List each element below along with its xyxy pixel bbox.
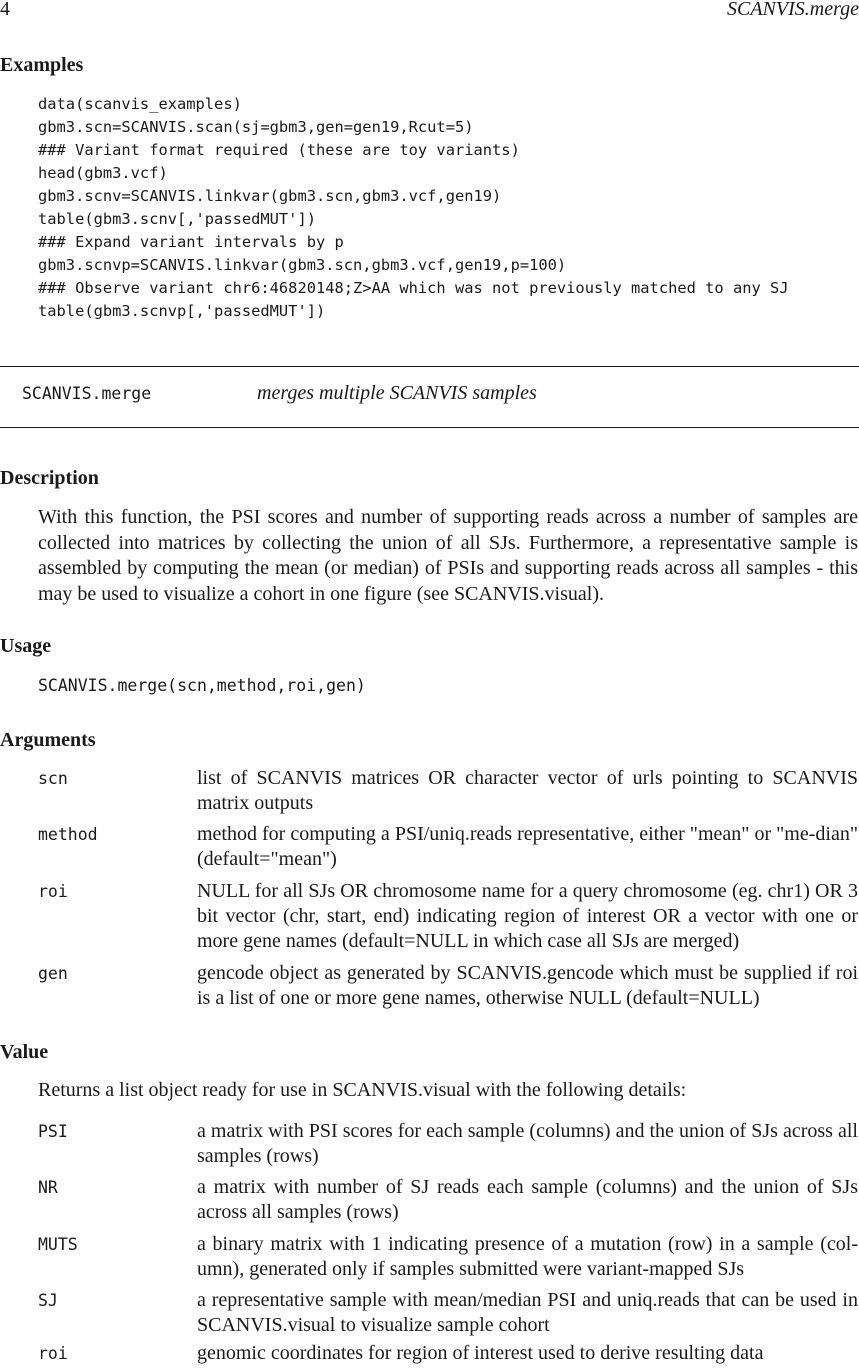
examples-code-block: data(scanvis_examples) gbm3.scn=SCANVIS.scan(sj=gbm3,gen=gen19,Rcut=5) ### Variant format required (these are toy variants) head(gbm3.vcf) gbm3.scnv=SCANVIS.linkvar(gbm3.scn,gbm3.vcf,gen19) table(gbm3.scnv[,'passedMUT']) ### Expand variant intervals by p gbm3.scnvp=SCANVIS.linkvar(gbm3.scn,gbm3.vcf,gen19,p=100) ### Observe variant chr6:46820148;Z>AA which was not previously matched to any SJ table(gbm3.scnvp[,'passedMUT']) — [38, 95, 789, 320]
description-heading: Description — [0, 467, 99, 489]
value-name: SJ — [38, 1291, 58, 1310]
argument-name: roi — [38, 882, 68, 901]
value-description: a matrix with number of SJ reads each sample (columns) and the union of SJs across all samples (rows) — [197, 1176, 858, 1223]
value-name: PSI — [38, 1122, 68, 1141]
argument-name: scn — [38, 769, 68, 788]
argument-description: gencode object as generated by SCANVIS.gencode which must be supplied if roi is a list of one or more gene names, otherwise NULL (default=NULL) — [197, 962, 858, 1009]
argument-description: method for computing a PSI/uniq.reads representative, either "mean" or "me-dian" (default="mean") — [197, 823, 858, 870]
bottom-rule — [0, 427, 859, 428]
value-name: roi — [38, 1344, 68, 1363]
top-rule — [0, 366, 859, 367]
value-description: a representative sample with mean/median PSI and uniq.reads that can be used in SCANVIS.visual to visualize sample cohort — [197, 1289, 858, 1336]
arguments-heading: Arguments — [0, 729, 96, 751]
usage-code: SCANVIS.merge(scn,method,roi,gen) — [38, 676, 366, 695]
description-text: With this function, the PSI scores and number of supporting reads across a number of samples are collected into matrices by collecting the union of all SJs. Furthermore, a representative sample is assembled by computing the mean (or median) of PSIs and supporting reads across all samples - this may be used to visualize a cohort in one figure (see SCANVIS.visual). — [38, 506, 858, 605]
examples-heading: Examples — [0, 54, 84, 76]
value-description: genomic coordinates for region of interest used to derive resulting data — [197, 1342, 764, 1364]
value-name: MUTS — [38, 1235, 78, 1254]
function-name: SCANVIS.merge — [22, 384, 152, 403]
value-description: a binary matrix with 1 indicating presence of a mutation (row) in a sample (col-umn), generated only if samples submitted were variant-mapped SJs — [197, 1233, 858, 1280]
value-intro: Returns a list object ready for use in SCANVIS.visual with the following details: — [38, 1079, 687, 1101]
running-title: SCANVIS.merge — [726, 0, 859, 20]
argument-description: NULL for all SJs OR chromosome name for a query chromosome (eg. chr1) OR 3 bit vector (chr, start, end) indicating region of interest OR a vector with one or more gene names (default=NULL in which case all SJs are merged) — [197, 880, 858, 952]
usage-heading: Usage — [0, 635, 52, 657]
argument-description: list of SCANVIS matrices OR character vector of urls pointing to SCANVIS matrix outputs — [197, 767, 858, 814]
argument-name: gen — [38, 964, 68, 983]
argument-name: method — [38, 825, 98, 844]
function-title: merges multiple SCANVIS samples — [257, 382, 537, 404]
value-name: NR — [38, 1178, 58, 1197]
value-description: a matrix with PSI scores for each sample (columns) and the union of SJs across all samples (rows) — [197, 1120, 858, 1167]
value-heading: Value — [0, 1041, 49, 1063]
page-number: 4 — [0, 0, 10, 20]
